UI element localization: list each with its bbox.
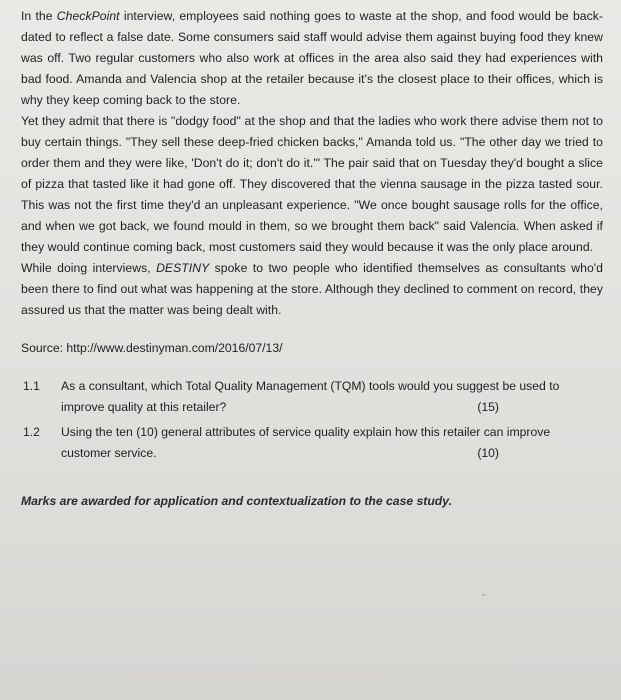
paragraph-destiny-interviews [21, 258, 603, 321]
paragraph-checkpoint-interview [21, 6, 603, 111]
p1-checkpoint-title: CheckPoint [56, 9, 120, 23]
question-number: 1.2 [23, 425, 40, 439]
question-text: As a consultant, which Total Quality Management (TQM) tools would you suggest be used to improve quality at this retailer? [61, 379, 560, 414]
question-marks: (15) [477, 400, 499, 414]
p1-text-a: In the [21, 9, 57, 23]
question-number: 1.1 [23, 379, 40, 393]
question-text: Using the ten (10) general attributes of service quality explain how this retailer can improve customer service. [61, 425, 551, 460]
question-1-1 [21, 376, 603, 418]
marking-note: Marks are awarded for application and contextualization to the case study. [21, 494, 452, 508]
source-line: Source: http://www.destinyman.com/2016/07/13/ [21, 341, 283, 355]
paper-mark [482, 594, 485, 596]
p3-text-a: While doing interviews, [21, 261, 157, 275]
question-1-2 [21, 422, 603, 464]
p3-destiny-title: DESTINY [156, 261, 210, 275]
question-marks: (10) [477, 446, 499, 460]
paragraph-dodgy-food: Yet they admit that there is "dodgy food" at the shop and that the ladies who work there advise them not to buy certain things. "They sell these deep-fried chicken backs," Amanda told us. "The other day we tried to order them and they were like, 'Don't do it; don't do it.'" The pair said that on Tuesday they'd bought a slice of pizza that tasted like it had gone off. They discovered that the vienna sausage in the pizza tasted sour. This was not the first time they'd an unpleasant experience. "We once bought sausage rolls for the office, and when we got back, we found mould in them, so we brought them back" said Valencia. When asked if they would continue coming back, most customers said they would because it was the only place around. [21, 114, 603, 254]
p1-text-c: interview, employees said nothing goes to waste at the shop, and food would be back-dated to reflect a false date. Some consumers said staff would advise them against buying food they knew was off. Two regular customers who also work at offices in the area also said they had experiences with bad food. Amanda and Valencia shop at the retailer because it's the closest place to their offices, which is why they keep coming back to the store. [21, 9, 604, 107]
p3-text-c: spoke to two people who identified themselves as consultants who'd been there to find out what was happening at the store. Although they declined to comment on record, they assured us that the matter was being dealt with. [21, 261, 603, 317]
